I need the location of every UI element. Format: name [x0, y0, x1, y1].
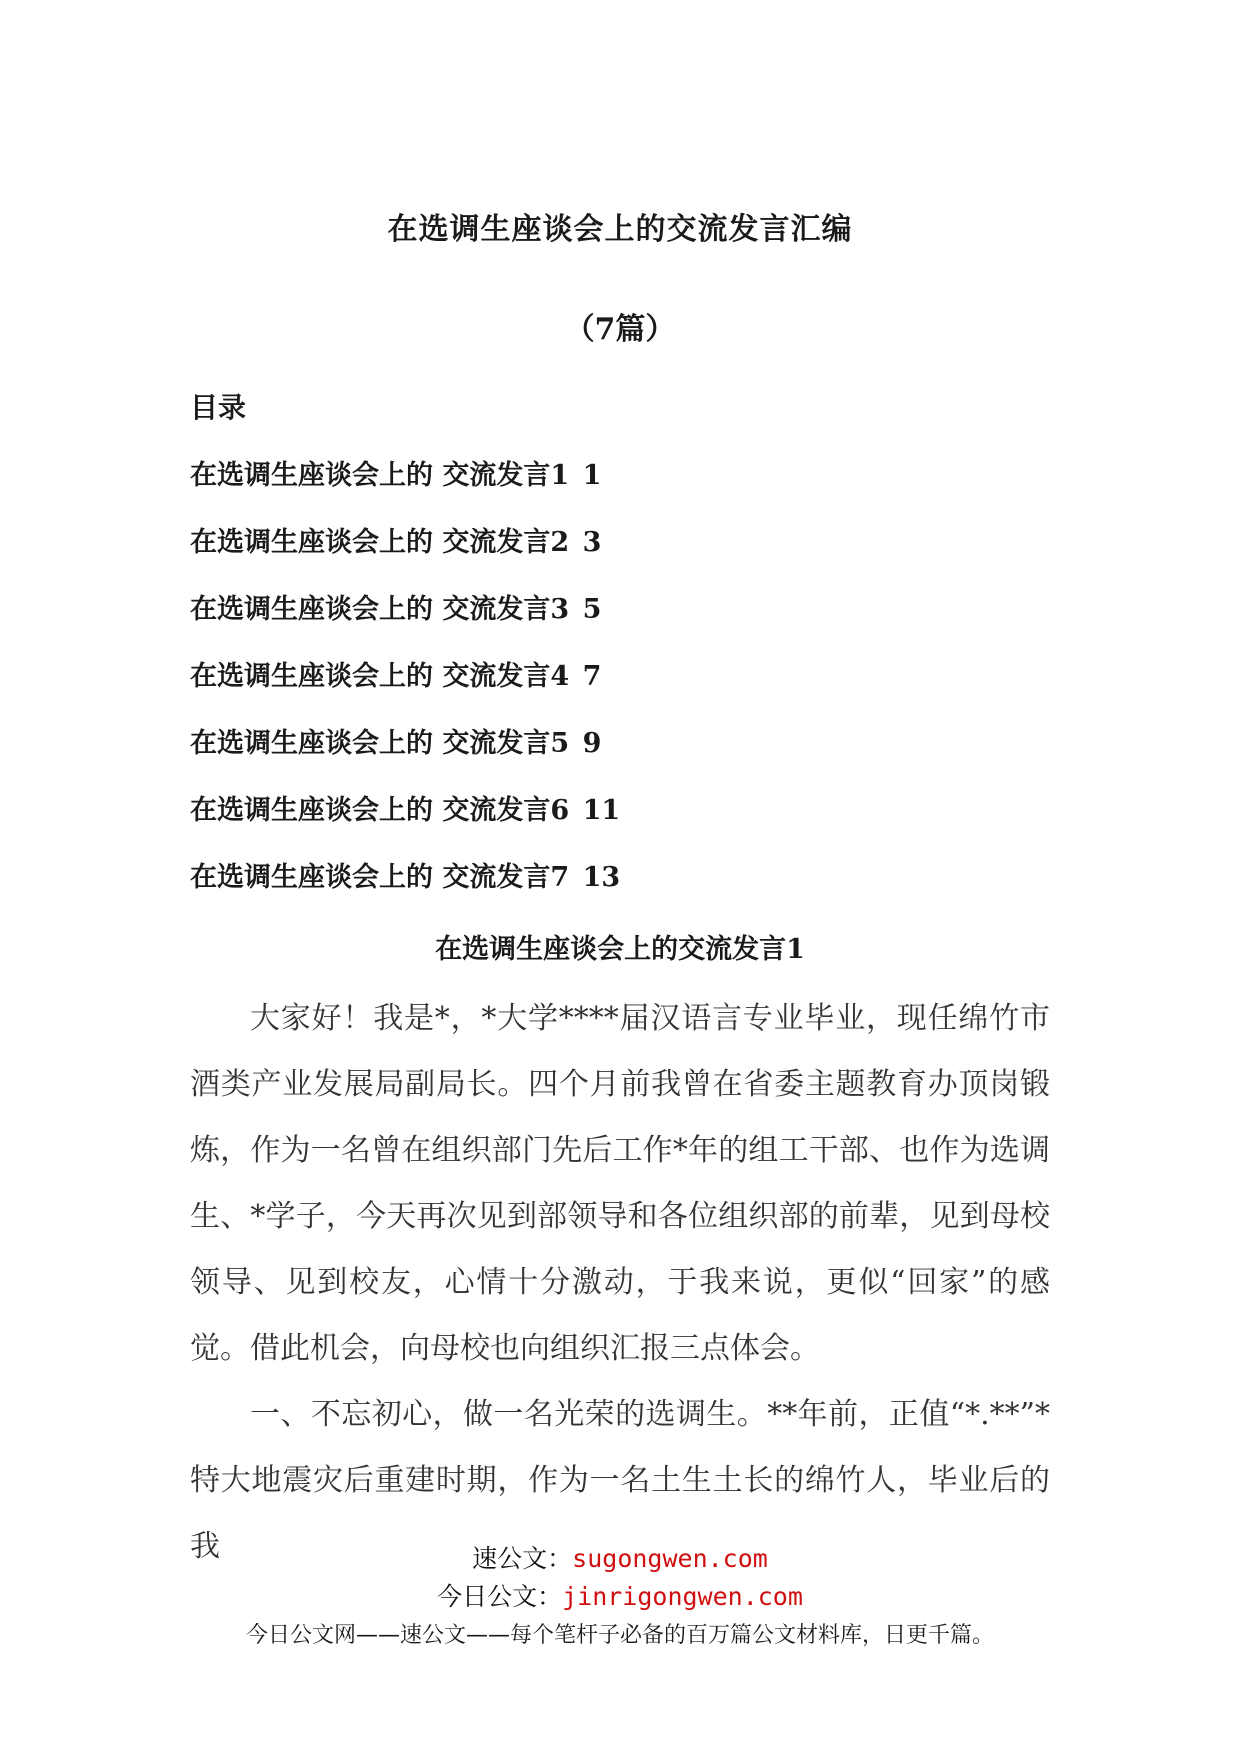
footer-line-jinrigongwen — [0, 1578, 1240, 1616]
toc-item-label: 在选调生座谈会上的 交流发言1 — [190, 460, 570, 491]
document-subtitle: （7篇） — [564, 312, 676, 347]
toc-item-page: 13 — [582, 862, 621, 893]
footer-label: 今日公文： — [437, 1582, 563, 1611]
toc-item-page: 7 — [582, 661, 602, 692]
table-of-contents — [190, 453, 620, 922]
toc-item-6[interactable] — [190, 788, 620, 855]
toc-item-1[interactable] — [190, 453, 620, 520]
toc-item-label: 在选调生座谈会上的 交流发言2 — [190, 527, 570, 558]
document-title: 在选调生座谈会上的交流发言汇编 — [387, 212, 853, 247]
paragraph: 大家好！我是*，*大学****届汉语言专业毕业，现任绵竹市酒类产业发展局副局长。四个月前我曾在省委主题教育办顶岗锻炼，作为一名曾在组织部门先后工作*年的组工干部、也作为选调生、*学子，今天再次见到部领导和各位组织部的前辈，见到母校领导、见到校友，心情十分激动，于我来说，更似“回家”的感觉。借此机会，向母校也向组织汇报三点体会。 — [190, 1001, 1050, 1366]
toc-item-3[interactable] — [190, 587, 620, 654]
sugongwen-link[interactable]: sugongwen.com — [572, 1544, 768, 1573]
paragraph: 一、不忘初心，做一名光荣的选调生。**年前，正值“*.**”*特大地震灾后重建时期，作为一名土生土长的绵竹人，毕业后的我 — [190, 1397, 1050, 1564]
toc-item-4[interactable] — [190, 654, 620, 721]
toc-item-label: 在选调生座谈会上的 交流发言3 — [190, 594, 570, 625]
toc-item-page: 11 — [582, 795, 621, 826]
toc-item-page: 9 — [582, 728, 602, 759]
toc-item-5[interactable] — [190, 721, 620, 788]
toc-item-label: 在选调生座谈会上的 交流发言5 — [190, 728, 570, 759]
toc-item-7[interactable] — [190, 855, 620, 922]
toc-item-page: 5 — [582, 594, 602, 625]
toc-item-label: 在选调生座谈会上的 交流发言4 — [190, 661, 570, 692]
toc-item-label: 在选调生座谈会上的 交流发言7 — [190, 862, 570, 893]
footer-slogan: 今日公文网——速公文——每个笔杆子必备的百万篇公文材料库，日更千篇。 — [245, 1623, 994, 1648]
body-text — [190, 986, 1050, 1580]
footer-label: 速公文： — [472, 1544, 573, 1573]
toc-heading: 目录 — [190, 391, 247, 424]
jinrigongwen-link[interactable]: jinrigongwen.com — [562, 1582, 803, 1611]
footer — [0, 1540, 1240, 1654]
section-title: 在选调生座谈会上的交流发言1 — [435, 934, 805, 965]
footer-line-sugongwen — [0, 1540, 1240, 1578]
toc-item-label: 在选调生座谈会上的 交流发言6 — [190, 795, 570, 826]
toc-item-2[interactable] — [190, 520, 620, 587]
toc-item-page: 3 — [582, 527, 602, 558]
toc-item-page: 1 — [582, 460, 602, 491]
